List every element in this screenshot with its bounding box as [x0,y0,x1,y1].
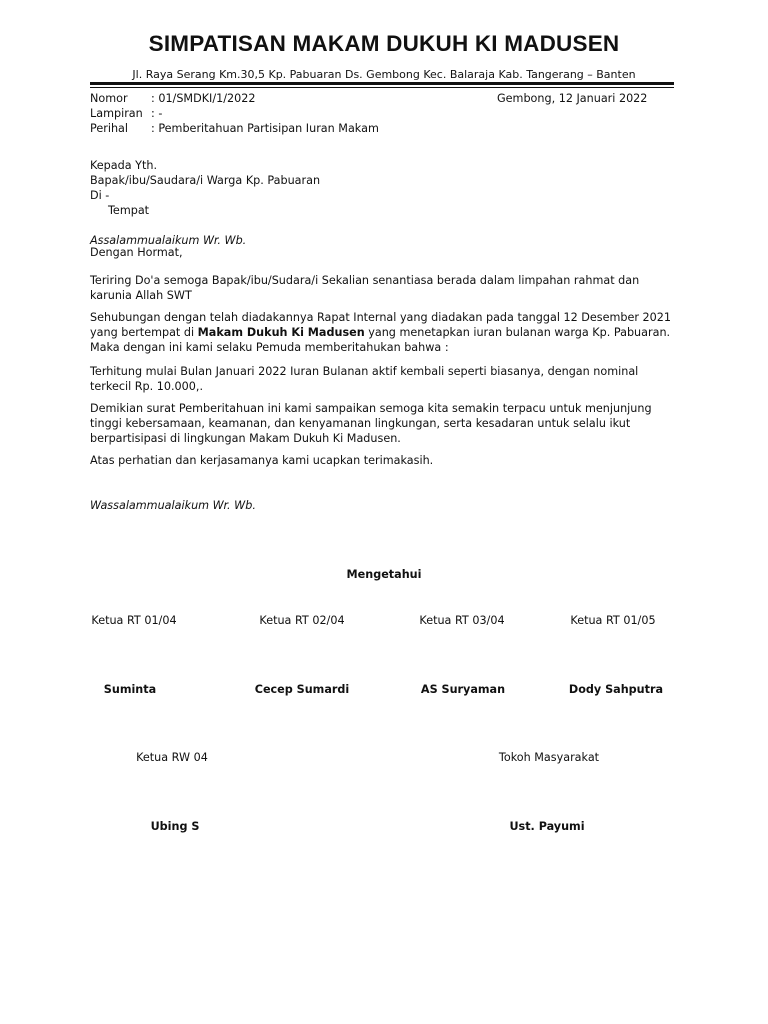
closing-salam: Wassalammualaikum Wr. Wb. [90,499,256,512]
recipient-line-4: Tempat [108,204,150,217]
mengetahui-label: Mengetahui [346,568,422,581]
paragraph-2-after: yang menetapkan iuran bulanan warga Kp. Pabuaran. Maka dengan ini kami selaku Pemuda memberitahukan bahwa : [90,326,671,354]
paragraph-5-text: Atas perhatian dan kerjasamanya kami ucapkan terimakasih. [90,454,434,467]
signer-name-rt0204: Cecep Sumardi [254,683,350,696]
signer-title-rt0105: Ketua RT 01/05 [570,614,656,627]
paragraph-2-text [90,310,674,355]
signer-name-rw04: Ubing S [150,820,200,833]
paragraph-3 [90,364,674,394]
letter-date: Gembong, 12 Januari 2022 [497,92,648,105]
perihal-label: Perihal [90,122,128,135]
recipient-line-2: Bapak/ibu/Saudara/i Warga Kp. Pabuaran [90,174,321,187]
paragraph-3-text: Terhitung mulai Bulan Januari 2022 Iuran Bulanan aktif kembali seperti biasanya, dengan nominal terkecil Rp. 10.000,. [90,365,639,393]
paragraph-1 [90,273,674,303]
signer-title-rt0304: Ketua RT 03/04 [419,614,505,627]
letterhead-rule-thin [90,87,674,88]
signer-name-tokoh: Ust. Payumi [509,820,585,833]
letterhead-rule-thick [90,82,674,85]
signer-title-rt0104: Ketua RT 01/04 [91,614,177,627]
paragraph-1-text: Teriring Do'a semoga Bapak/ibu/Sudara/i Sekalian senantiasa berada dalam limpahan rahmat dan karunia Allah SWT [90,274,640,302]
nomor-value: : 01/SMDKI/1/2022 [151,92,256,105]
opening-salam: Assalammualaikum Wr. Wb. [90,234,247,247]
recipient-line-3: Di - [90,189,110,202]
signer-title-tokoh: Tokoh Masyarakat [498,751,600,764]
paragraph-5 [90,453,674,468]
signer-name-rt0304: AS Suryaman [420,683,506,696]
paragraph-4-text: Demikian surat Pemberitahuan ini kami sampaikan semoga kita semakin terpacu untuk menjunjung tinggi kebersamaan, keamanan, dan kenyamanan lingkungan, serta kesadaran untuk selalu ikut berpartisipasi di lingkungan Makam Dukuh Ki Madusen. [90,402,652,445]
paragraph-4 [90,401,674,446]
signer-title-rw04: Ketua RW 04 [136,751,208,764]
opening-hormat: Dengan Hormat, [90,246,183,259]
signer-title-rt0204: Ketua RT 02/04 [259,614,345,627]
paragraph-2-before: Sehubungan dengan telah diadakannya Rapat Internal yang diadakan pada tanggal 12 Desember 2021 yang bertempat di [90,311,672,339]
perihal-value: : Pemberitahuan Partisipan Iuran Makam [151,122,379,135]
paragraph-2 [90,310,674,355]
signer-name-rt0105: Dody Sahputra [568,683,664,696]
nomor-label: Nomor [90,92,128,105]
letterhead-address: Jl. Raya Serang Km.30,5 Kp. Pabuaran Ds. Gembong Kec. Balaraja Kab. Tangerang – Banten [132,68,636,81]
letterhead-title: SIMPATISAN MAKAM DUKUH KI MADUSEN [148,31,620,56]
paragraph-2-bold-place: Makam Dukuh Ki Madusen [197,326,365,339]
recipient-line-1: Kepada Yth. [90,159,157,172]
lampiran-value: : - [151,107,163,120]
lampiran-label: Lampiran [90,107,143,120]
signer-name-rt0104: Suminta [103,683,157,696]
